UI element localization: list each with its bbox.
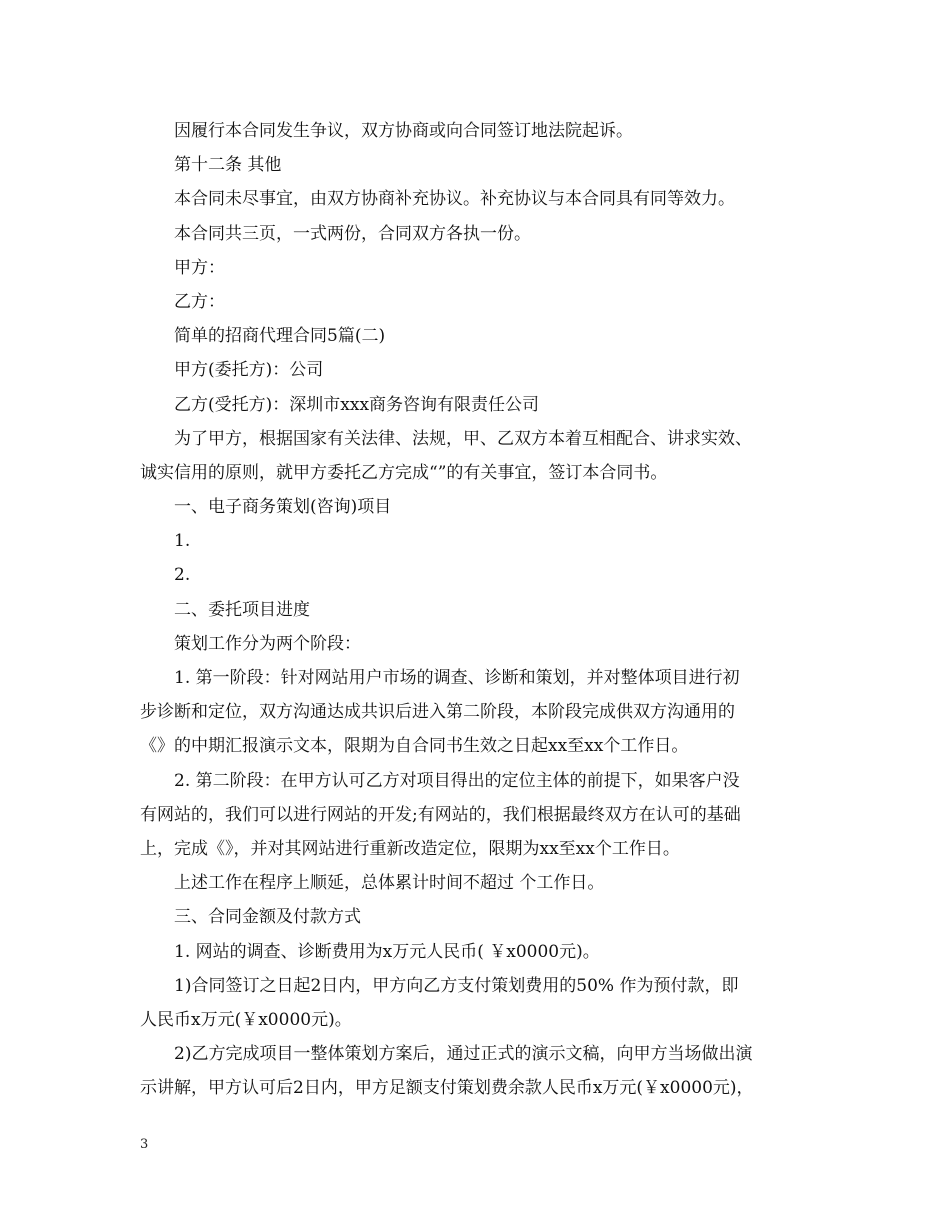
text-line: 策划工作分为两个阶段：: [174, 633, 361, 654]
text-line: 《》的中期汇报演示文本，限期为自合同书生效之日起xx至xx个工作日。: [140, 736, 689, 757]
text-line: 人民币x万元(￥x0000元)。: [140, 1009, 352, 1030]
text-line: 为了甲方，根据国家有关法律、法规，甲、乙双方本着互相配合、讲求实效、: [174, 428, 752, 449]
text-line: 1. 网站的调查、诊断费用为x万元人民币( ￥x0000元)。: [174, 941, 600, 962]
text-line: 第十二条 其他: [174, 155, 282, 176]
text-line: 步诊断和定位，双方沟通达成共识后进入第二阶段，本阶段完成供双方沟通用的: [140, 702, 735, 723]
text-line: 1. 第一阶段：针对网站用户市场的调查、诊断和策划，并对整体项目进行初: [174, 668, 740, 688]
text-line: 2)乙方完成项目一整体策划方案后，通过正式的演示文稿，向甲方当场做出演: [174, 1044, 753, 1065]
text-line: 二、委托项目进度: [174, 599, 310, 620]
text-line: 诚实信用的原则，就甲方委托乙方完成“”的有关事宜，签订本合同书。: [140, 462, 668, 483]
text-line: 1)合同签订之日起2日内，甲方向乙方支付策划费用的50% 作为预付款，即: [174, 975, 739, 996]
text-line: 甲方：: [174, 257, 225, 278]
text-line: 甲方(委托方)：公司: [174, 360, 324, 381]
text-line: 上，完成《》，并对其网站进行重新改造定位，限期为xx至xx个工作日。: [140, 838, 680, 859]
text-line: 上述工作在程序上顺延，总体累计时间不超过 个工作日。: [174, 873, 605, 894]
text-line: 本合同未尽事宜，由双方协商补充协议。补充协议与本合同具有同等效力。: [174, 189, 735, 210]
document-body: [140, 114, 820, 1105]
text-line: 乙方(受托方)：深圳市xxx商务咨询有限责任公司: [174, 394, 540, 415]
text-line: 本合同共三页，一式两份，合同双方各执一份。: [174, 223, 531, 244]
text-line: 2.: [174, 565, 191, 586]
text-line: 因履行本合同发生争议，双方协商或向合同签订地法院起诉。: [174, 121, 633, 141]
page-number: 3: [140, 1137, 149, 1152]
text-line: 一、电子商务策划(咨询)项目: [174, 497, 392, 518]
text-line: 乙方：: [174, 291, 225, 312]
text-line: 2. 第二阶段：在甲方认可乙方对项目得出的定位主体的前提下，如果客户没: [174, 770, 740, 791]
text-line: 示讲解，甲方认可后2日内，甲方足额支付策划费余款人民币x万元(￥x0000元)，: [140, 1078, 754, 1099]
text-line: 三、合同金额及付款方式: [174, 907, 361, 928]
text-line: 简单的招商代理合同5篇(二): [174, 326, 386, 347]
text-line: 1.: [174, 531, 191, 552]
text-line: 有网站的，我们可以进行网站的开发;有网站的，我们根据最终双方在认可的基础: [140, 804, 741, 825]
